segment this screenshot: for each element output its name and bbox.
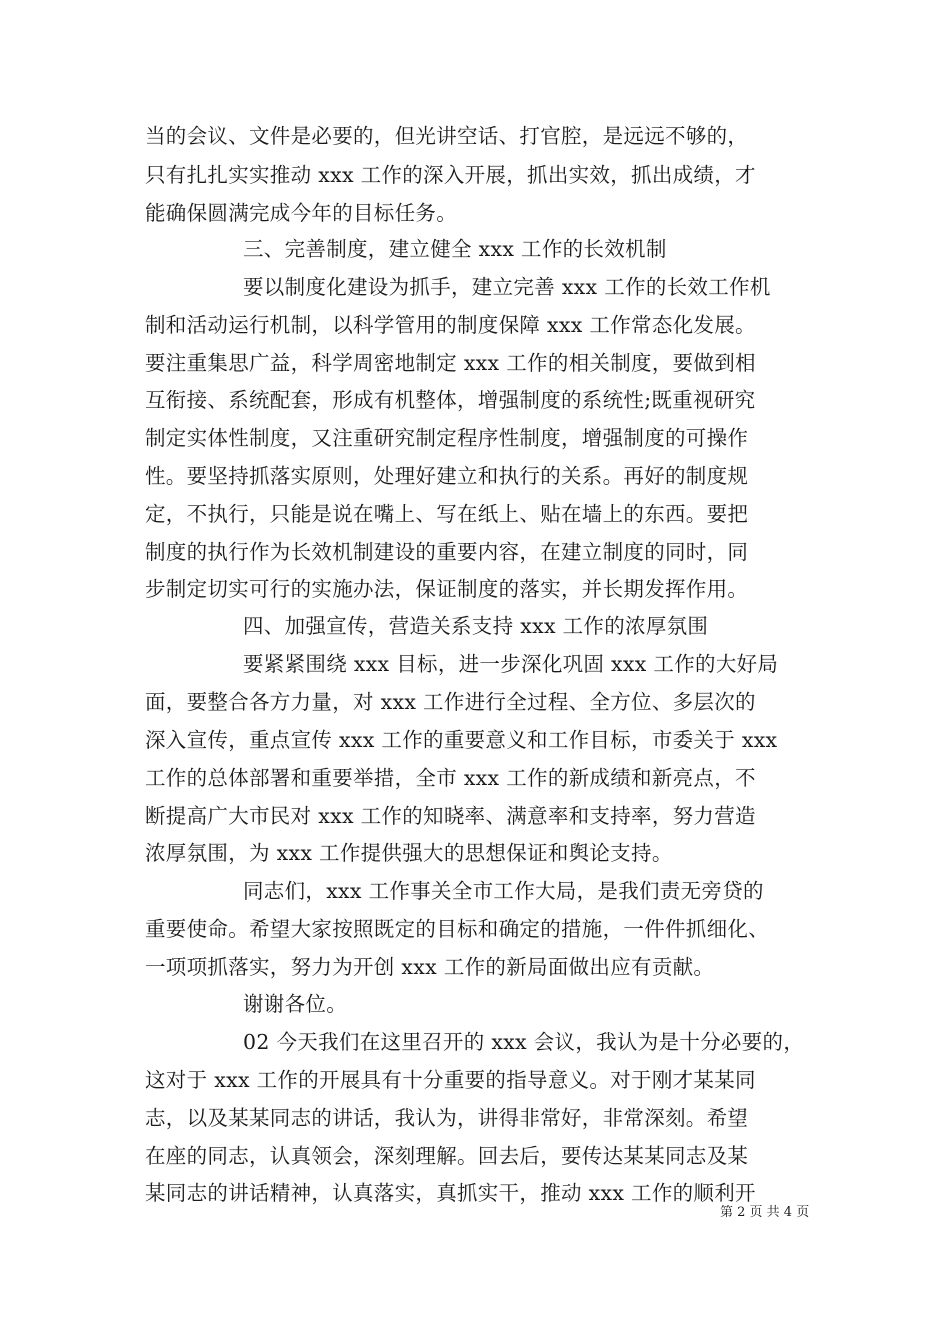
section-heading: 三、完善制度，建立健全 xxx 工作的长效机制 (243, 237, 667, 261)
page-number-footer: 第 2 页 共 4 页 (720, 1205, 810, 1220)
text-line: 重要使命。希望大家按照既定的目标和确定的措施，一件件抓细化、 (145, 917, 769, 941)
text-line: 谢谢各位。 (243, 992, 347, 1016)
text-line: 一项项抓落实，努力为开创 xxx 工作的新局面做出应有贡献。 (145, 955, 715, 979)
text-line: 互衔接、系统配套，形成有机整体，增强制度的系统性;既重视研究 (145, 388, 756, 412)
text-line: 制度的执行作为长效机制建设的重要内容，在建立制度的同时，同 (145, 540, 749, 564)
text-line: 性。要坚持抓落实原则，处理好建立和执行的关系。再好的制度规 (145, 464, 749, 488)
text-line: 这对于 xxx 工作的开展具有十分重要的指导意义。对于刚才某某同 (145, 1068, 756, 1092)
text-line: 同志们，xxx 工作事关全市工作大局，是我们责无旁贷的 (243, 879, 764, 903)
text-line: 要紧紧围绕 xxx 目标，进一步深化巩固 xxx 工作的大好局 (243, 652, 779, 676)
text-line: 面，要整合各方力量，对 xxx 工作进行全过程、全方位、多层次的 (145, 690, 756, 714)
text-line: 某同志的讲话精神，认真落实，真抓实干，推动 xxx 工作的顺利开 (145, 1181, 756, 1205)
text-line: 工作的总体部署和重要举措，全市 xxx 工作的新成绩和新亮点，不 (145, 766, 756, 790)
text-line: 02 今天我们在这里召开的 xxx 会议，我认为是十分必要的， (243, 1030, 805, 1054)
text-line: 要注重集思广益，科学周密地制定 xxx 工作的相关制度，要做到相 (145, 351, 756, 375)
text-line: 定，不执行，只能是说在嘴上、写在纸上、贴在墙上的东西。要把 (145, 502, 749, 526)
text-line: 浓厚氛围，为 xxx 工作提供强大的思想保证和舆论支持。 (145, 841, 673, 865)
text-line: 制和活动运行机制，以科学管用的制度保障 xxx 工作常态化发展。 (145, 313, 756, 337)
text-line: 深入宣传，重点宣传 xxx 工作的重要意义和工作目标，市委关于 xxx (145, 728, 778, 752)
text-line: 制定实体性制度，又注重研究制定程序性制度，增强制度的可操作 (145, 426, 749, 450)
text-line: 要以制度化建设为抓手，建立完善 xxx 工作的长效工作机 (243, 275, 771, 299)
text-line: 志，以及某某同志的讲话，我认为，讲得非常好，非常深刻。希望 (145, 1106, 749, 1130)
text-line: 能确保圆满完成今年的目标任务。 (145, 201, 457, 225)
text-line: 步制定切实可行的实施办法，保证制度的落实，并长期发挥作用。 (145, 577, 749, 601)
section-heading: 四、加强宣传，营造关系支持 xxx 工作的浓厚氛围 (243, 614, 709, 638)
text-line: 在座的同志，认真领会，深刻理解。回去后，要传达某某同志及某 (145, 1144, 749, 1168)
text-line: 断提高广大市民对 xxx 工作的知晓率、满意率和支持率，努力营造 (145, 804, 756, 828)
text-line: 只有扎扎实实推动 xxx 工作的深入开展，抓出实效，抓出成绩，才 (145, 163, 756, 187)
text-line: 当的会议、文件是必要的，但光讲空话、打官腔，是远远不够的， (145, 124, 749, 148)
